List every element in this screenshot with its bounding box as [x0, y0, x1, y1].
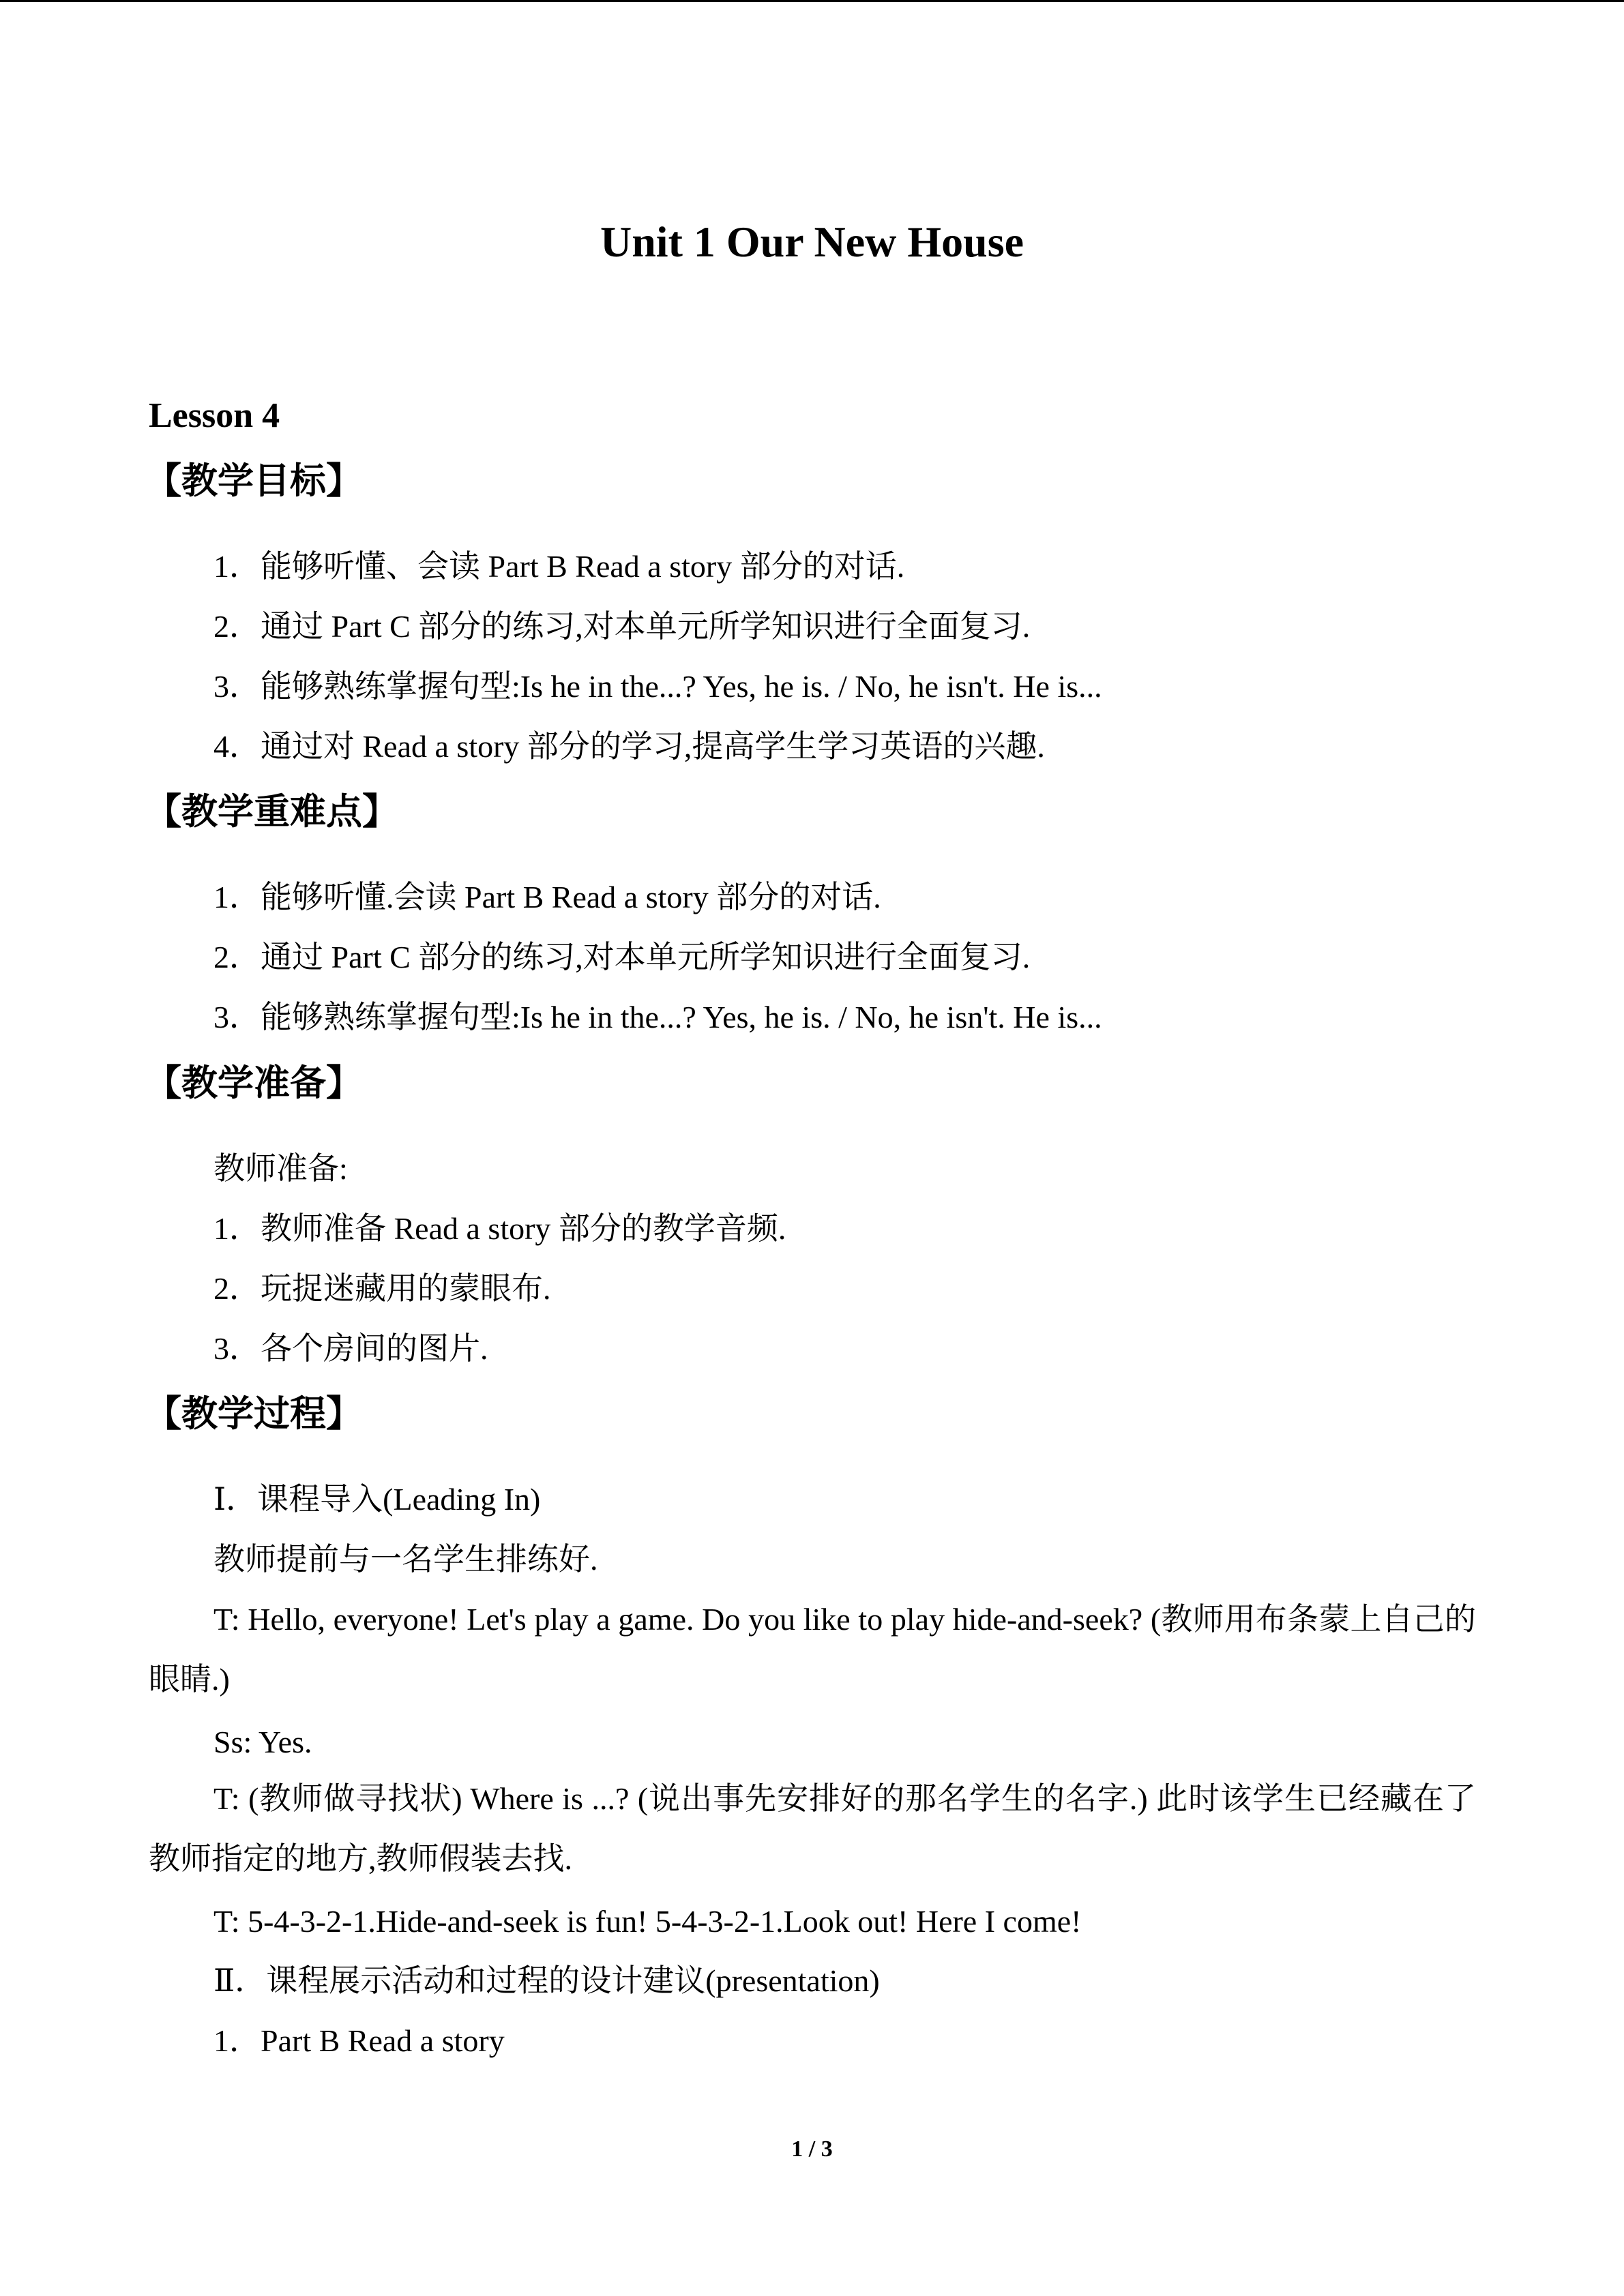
process-line-4: 1．Part B Read a story [213, 2023, 505, 2058]
preparation-item-1: 1．教师准备 Read a story 部分的教学音频. [213, 1211, 786, 1246]
process-paragraph-2: T: (教师做寻找状) Where is ...? (说出事先安排好的那名学生的名字.) 此时该学生已经藏在了教师指定的地方,教师假装去找. [149, 1781, 1476, 1876]
key-point-item-3: 3．能够熟练掌握句型:Is he in the...? Yes, he is. / No, he isn't. He is... [213, 1000, 1102, 1034]
key-point-item-1: 1．能够听懂.会读 Part B Read a story 部分的对话. [213, 880, 881, 914]
process-section-2-title: Ⅱ．课程展示活动和过程的设计建议(presentation) [213, 1963, 880, 1998]
objective-item-4: 4．通过对 Read a story 部分的学习,提高学生学习英语的兴趣. [213, 729, 1045, 764]
page-number: 1 / 3 [791, 2136, 833, 2162]
process-paragraph-1: T: Hello, everyone! Let's play a game. Do you like to play hide-and-seek? (教师用布条蒙上自己的眼睛.) [149, 1602, 1476, 1697]
process-line-1: 教师提前与一名学生排练好. [213, 1542, 598, 1577]
lesson-label: Lesson 4 [149, 396, 280, 435]
preparation-item-2: 2．玩捉迷藏用的蒙眼布. [213, 1271, 551, 1306]
objectives-heading: 【教学目标】 [145, 460, 362, 502]
process-line-3: T: 5-4-3-2-1.Hide-and-seek is fun! 5-4-3-2-1.Look out! Here I come! [213, 1904, 1082, 1939]
preparation-heading: 【教学准备】 [145, 1062, 362, 1104]
key-point-item-2: 2．通过 Part C 部分的练习,对本单元所学知识进行全面复习. [213, 940, 1031, 974]
objective-item-2: 2．通过 Part C 部分的练习,对本单元所学知识进行全面复习. [213, 609, 1031, 644]
objective-item-3: 3．能够熟练掌握句型:Is he in the...? Yes, he is. / No, he isn't. He is... [213, 669, 1102, 704]
process-line-2: Ss: Yes. [213, 1725, 312, 1759]
objective-item-1: 1．能够听懂、会读 Part B Read a story 部分的对话. [213, 549, 905, 584]
key-points-heading: 【教学重难点】 [145, 791, 398, 833]
preparation-intro: 教师准备: [213, 1151, 348, 1186]
process-heading: 【教学过程】 [145, 1393, 362, 1435]
document-title: Unit 1 Our New House [600, 218, 1024, 266]
top-border-line [0, 0, 1624, 2]
preparation-item-3: 3．各个房间的图片. [213, 1331, 488, 1366]
process-section-1-title: Ⅰ．课程导入(Leading In) [213, 1482, 541, 1517]
